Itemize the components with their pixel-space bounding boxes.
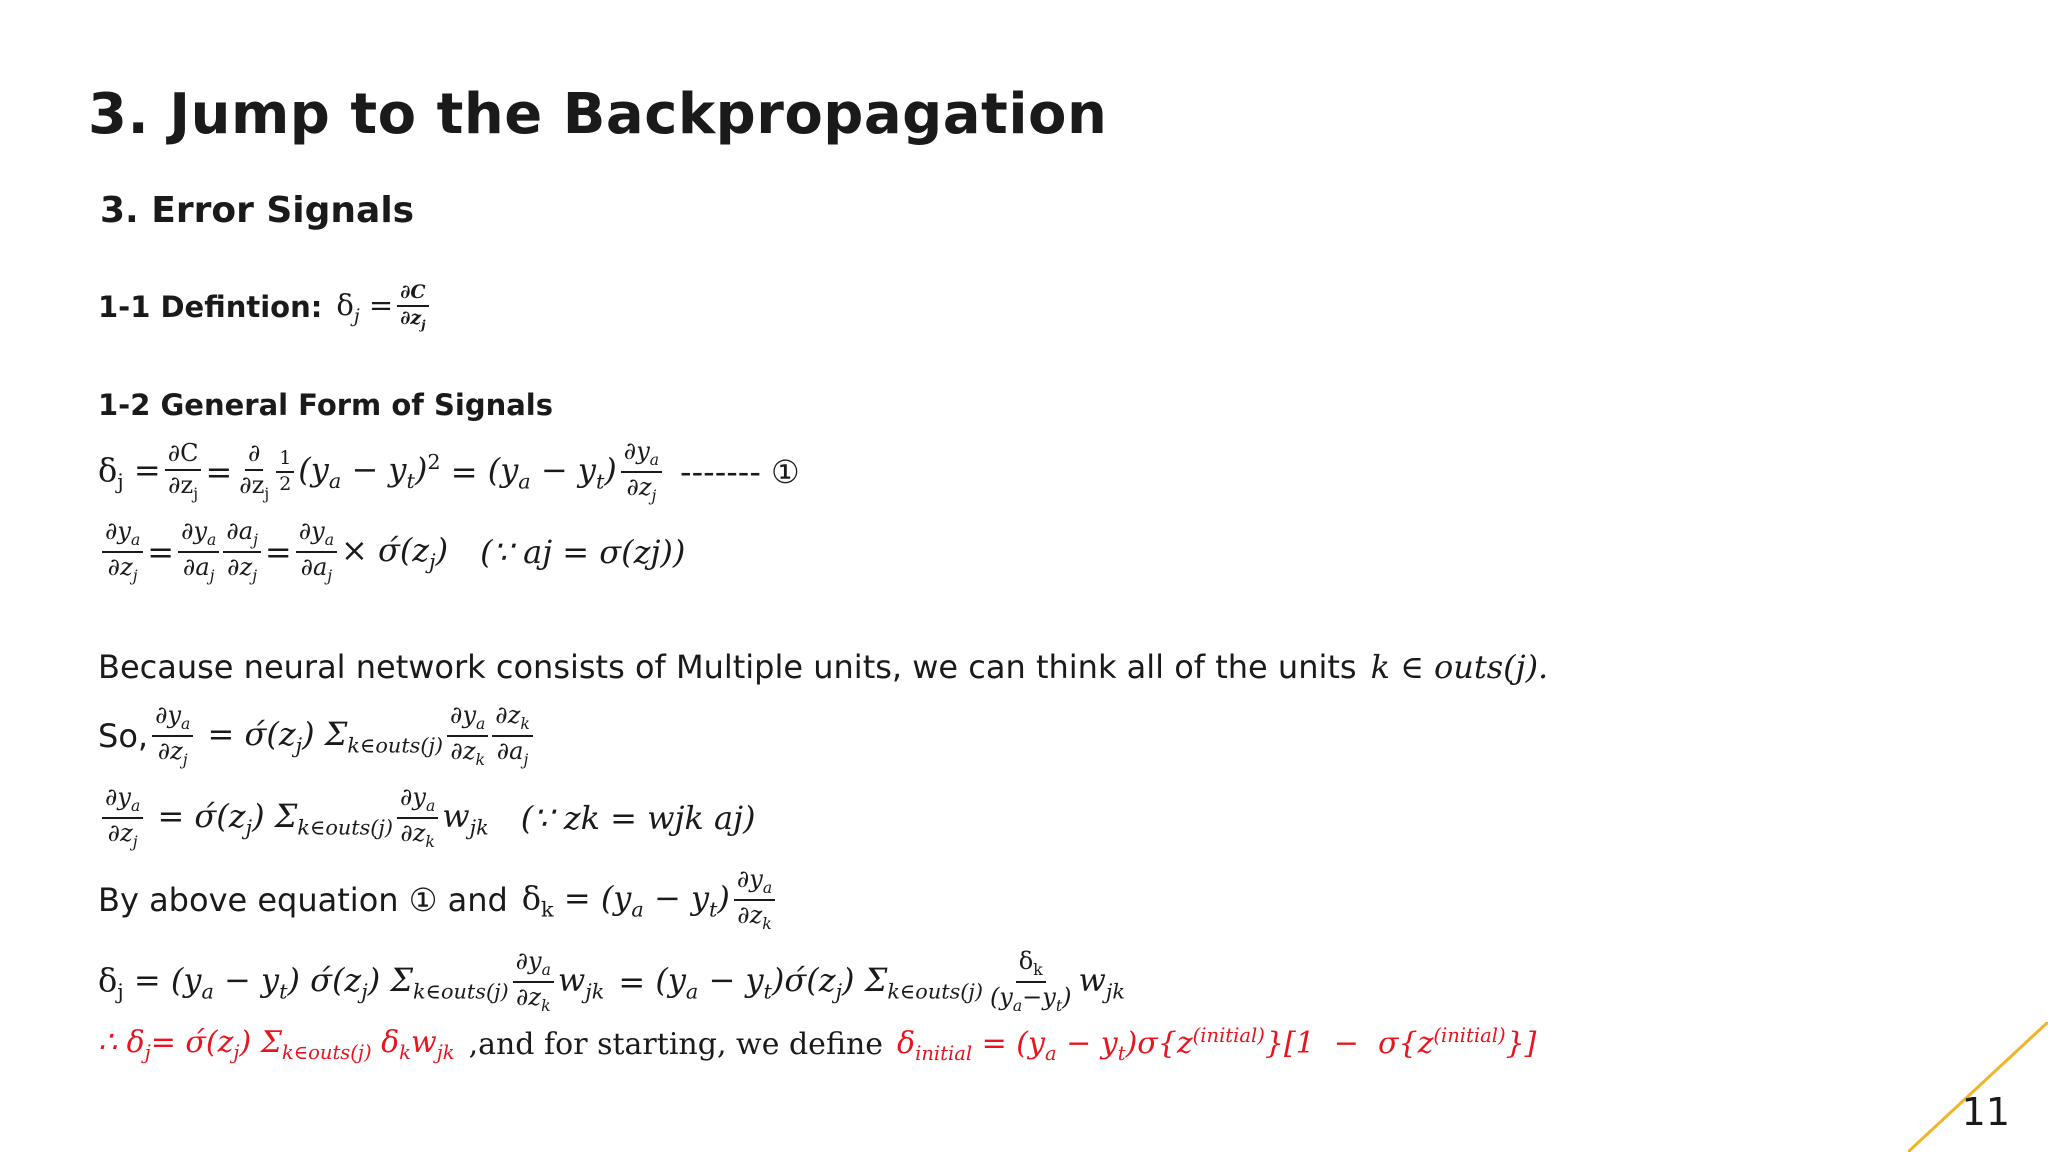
equation-2-note: (∵ aj = σ(zj)) [480, 532, 686, 571]
because-text: Because neural network consists of Multiple units, we can think all of the units [98, 648, 1357, 686]
by-above-text: By above equation ① and [98, 880, 508, 919]
equation-1: $\delta_j$ = $\frac{\partial C}{\partial z_j}$ = $\frac{\partial}{\partial z_j}$ $\frac{1}{2}$ $(y_a - y_t)^2$ = $(y_a - y_t)$ $\frac{\partial y_a}{\partial z_j}$ ------- ① [98, 437, 800, 505]
because-math: k ∈ outs(j). [1370, 648, 1549, 686]
definition-line [98, 282, 433, 332]
equation-4-note: (∵ zk = wjk aj) [520, 798, 756, 837]
because-line [98, 648, 1548, 686]
equation-3: So, $\frac{\partial y_a}{\partial z_j}$ = $\sigmá(z_j)$ $\Sigma_{k\in outs(j)}$ $\frac{\partial y_a}{\partial z_k}$ $\frac{\partial z_k}{\partial a_j}$ [98, 702, 537, 769]
slide-title: 3. Jump to the Backpropagation [88, 82, 1108, 147]
general-heading: 1-2 General Form of Signals [98, 388, 553, 422]
and-for-starting-text: ,and for starting, we define [468, 1027, 884, 1062]
equation-5: By above equation ① and $\delta_k$ = $(y_a - y_t)$ $\frac{\partial y_a}{\partial z_k}$ [98, 866, 779, 933]
equation-6: $\delta_j$ = $(y_a - y_t)$ $\sigmá(z_j)$ $\Sigma_{k\in outs(j)}$ $\frac{\partial y_a}{\partial z_k}$ $w_{jk}$ = ($y_a$ − $y_t)\sigmá(z_j)$ $\Sigma_{k\in outs(j)}$ $\frac{\delta_k}{(y_a-y_t)}$ $w_{jk}$ [98, 947, 1125, 1015]
conclusion-line: ∴ $\delta_j=$ $\sigmá(z_j)$ $\Sigma_{k\in outs(j)}$ $\delta_kw_{jk}$ ,and for starting, we define $\delta_{initial} = (y_a - y_t)\sigma\{z^{(initial)}\}[1 - \sigma\{z^{(initial)}\}]$ [98, 1024, 1537, 1065]
equation-4: $\frac{\partial y_a}{\partial z_j}$ = $\sigmá(z_j)$ $\Sigma_{k\in outs(j)}$ $\frac{\partial y_a}{\partial z_k}$ $w_{jk}$ (∵ zk = wjk aj) [98, 784, 755, 851]
so-label: So, [98, 716, 149, 755]
equation-2: $\frac{\partial y_a}{\partial z_j}$ = $\frac{\partial y_a}{\partial a_j}$ $\frac{\partial a_j}{\partial z_j}$ = $\frac{\partial y_a}{\partial a_j}$ × $\sigmá(z_j)$ (∵ aj = σ(zj)) [98, 518, 685, 585]
equation-1-marker: ------- ① [680, 452, 800, 491]
page-number: 11 [1961, 1090, 2010, 1134]
definition-fraction: $\frac{\partial C}{\partial z_j}$ [397, 282, 428, 332]
definition-label: 1-1 Defintion: [98, 289, 323, 324]
definition-lhs: $\delta_j$ = [336, 287, 394, 327]
section-subtitle: 3. Error Signals [100, 190, 415, 231]
